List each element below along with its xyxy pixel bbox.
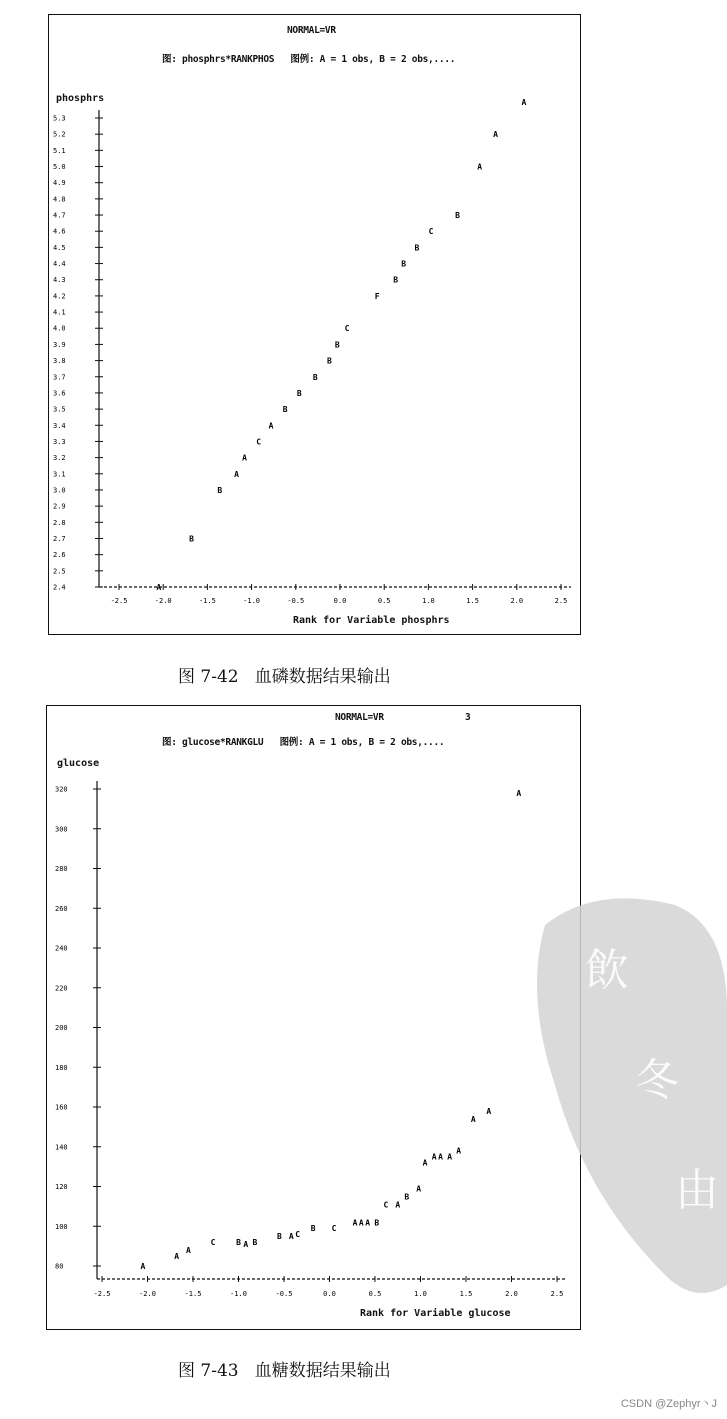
source-credit: CSDN @Zephyr丶J <box>620 1398 717 1410</box>
data-point: B <box>217 485 223 495</box>
y-tick-label: 4.1 <box>53 308 66 317</box>
data-point: A <box>438 1152 443 1162</box>
data-point: A <box>242 453 247 463</box>
y-tick-label: 3.4 <box>53 421 66 430</box>
figure-caption: 图 7-43 血糖数据结果输出 <box>178 1361 391 1381</box>
data-point: C <box>210 1238 216 1248</box>
x-tick-label: 0.0 <box>323 1290 336 1298</box>
x-tick-label: -1.5 <box>184 1290 202 1298</box>
y-tick-label: 180 <box>55 1063 68 1072</box>
y-tick-label: 4.9 <box>53 179 66 188</box>
y-tick-label: 2.9 <box>53 502 66 511</box>
data-point: B <box>252 1238 258 1248</box>
data-point: A <box>140 1262 146 1271</box>
y-tick-label: 3.1 <box>53 470 66 479</box>
data-point: A <box>352 1218 358 1228</box>
svg-text:由: 由 <box>675 1165 719 1216</box>
y-tick-label: 5.1 <box>53 146 66 155</box>
data-point: A <box>477 162 483 172</box>
y-tick-label: 120 <box>55 1183 68 1191</box>
data-point: C <box>428 227 434 237</box>
y-tick-label: 3.0 <box>53 486 66 495</box>
y-tick-label: 140 <box>55 1143 68 1152</box>
y-tick-label: 200 <box>55 1024 68 1032</box>
data-point: B <box>334 340 340 350</box>
y-tick-label: 3.9 <box>53 340 66 349</box>
y-tick-label: 220 <box>55 984 68 993</box>
y-tick-label: 160 <box>55 1103 68 1112</box>
data-point: B <box>310 1224 316 1234</box>
x-tick-label: -1.5 <box>198 597 216 605</box>
data-point: C <box>256 437 262 447</box>
data-point: A <box>431 1152 437 1162</box>
watermark-stamp <box>525 885 727 1305</box>
data-point: A <box>358 1218 364 1228</box>
data-point: C <box>295 1230 301 1240</box>
phosphrs-plot <box>49 15 580 634</box>
data-point: A <box>365 1218 371 1228</box>
svg-text:冬: 冬 <box>635 1055 679 1106</box>
x-tick-label: 0.5 <box>368 1290 382 1298</box>
data-point: B <box>401 259 407 269</box>
y-tick-label: 2.4 <box>53 583 66 592</box>
data-point: B <box>296 388 302 398</box>
glucose-chart <box>46 705 581 1330</box>
data-point: A <box>486 1106 492 1116</box>
x-tick-label: 1.0 <box>422 597 435 605</box>
y-tick-label: 5.2 <box>53 130 66 139</box>
x-axis-label: Rank for Variable glucose <box>360 1308 511 1319</box>
data-point: B <box>393 275 399 285</box>
y-tick-label: 100 <box>55 1222 68 1231</box>
data-point: B <box>404 1192 410 1202</box>
y-tick-label: 3.8 <box>53 357 66 366</box>
x-tick-label: 1.0 <box>414 1290 427 1298</box>
x-axis-label: Rank for Variable phosphrs <box>293 615 450 626</box>
x-tick-label: 1.5 <box>466 597 479 605</box>
chart-subtitle: 图: glucose*RANKGLU 图例: A = 1 obs, B = 2 obs,.... <box>162 737 445 748</box>
x-tick-label: -0.5 <box>275 1290 293 1298</box>
data-point: B <box>455 211 460 221</box>
svg-text:飲: 飲 <box>585 945 629 996</box>
data-point: B <box>189 534 194 544</box>
y-tick-label: 80 <box>55 1262 64 1271</box>
y-tick-label: 320 <box>55 785 68 794</box>
data-point: A <box>395 1200 401 1210</box>
data-point: B <box>374 1218 380 1228</box>
data-point: B <box>277 1232 282 1242</box>
data-point: B <box>326 356 332 366</box>
y-tick-label: 4.2 <box>53 292 66 301</box>
glucose-plot <box>47 706 580 1329</box>
x-tick-label: 2.5 <box>550 1290 564 1298</box>
data-point: B <box>414 243 420 253</box>
data-point: A <box>447 1152 453 1162</box>
x-tick-label: -1.0 <box>230 1290 247 1298</box>
data-point: A <box>186 1246 191 1256</box>
x-tick-label: 2.0 <box>510 597 524 605</box>
data-point: C <box>344 324 350 334</box>
data-point: A <box>416 1184 422 1194</box>
x-tick-label: -2.0 <box>154 597 172 605</box>
data-point: A <box>422 1158 428 1168</box>
y-tick-label: 3.2 <box>53 454 66 463</box>
x-tick-label: 2.0 <box>505 1290 518 1298</box>
y-tick-label: 5.3 <box>53 114 66 123</box>
chart-subtitle: 图: phosphrs*RANKPHOS 图例: A = 1 obs, B = 2 obs,.... <box>162 54 456 65</box>
x-tick-label: 0.0 <box>333 597 347 605</box>
y-tick-label: 3.5 <box>53 405 66 414</box>
data-point: A <box>493 130 498 140</box>
x-tick-label: -0.5 <box>287 597 305 605</box>
figure-caption: 图 7-42 血磷数据结果输出 <box>178 667 391 687</box>
y-tick-label: 4.6 <box>53 227 66 236</box>
data-point: A <box>456 1146 462 1156</box>
chart-title: NORMAL=VR <box>335 712 384 723</box>
phosphrs-chart <box>48 14 581 635</box>
y-tick-label: 4.0 <box>53 324 66 333</box>
y-tick-label: 4.3 <box>53 276 66 285</box>
y-tick-label: 4.7 <box>53 211 66 220</box>
y-tick-label: 4.8 <box>53 195 66 204</box>
x-tick-label: 0.5 <box>377 597 391 605</box>
y-axis-label: phosphrs <box>56 93 105 104</box>
data-point: B <box>236 1238 241 1248</box>
y-tick-label: 4.5 <box>53 243 66 252</box>
y-axis-label: glucose <box>57 758 100 769</box>
y-tick-label: 2.5 <box>53 567 66 576</box>
y-tick-label: 2.7 <box>53 534 66 543</box>
y-tick-label: 3.6 <box>53 389 66 398</box>
y-tick-label: 3.7 <box>53 373 66 382</box>
data-point: A <box>268 421 274 431</box>
data-point: C <box>383 1200 389 1210</box>
data-point: C <box>331 1224 337 1234</box>
x-tick-label: -2.0 <box>139 1290 156 1298</box>
y-tick-label: 260 <box>55 904 68 913</box>
x-tick-label: 1.5 <box>459 1290 473 1298</box>
chart-title: NORMAL=VR <box>287 25 336 36</box>
y-tick-label: 240 <box>55 944 68 953</box>
x-tick-label: 2.5 <box>554 597 568 605</box>
y-tick-label: 2.6 <box>53 551 66 560</box>
x-tick-label: -1.0 <box>243 597 261 605</box>
data-point: A <box>156 583 162 592</box>
x-tick-label: -2.5 <box>93 1290 111 1298</box>
data-point: A <box>516 788 522 798</box>
data-point: F <box>374 291 380 301</box>
chart-title-suffix: 3 <box>465 712 471 723</box>
data-point: B <box>312 372 318 382</box>
data-point: A <box>243 1240 249 1250</box>
y-tick-label: 2.8 <box>53 518 66 527</box>
y-tick-label: 5.0 <box>53 163 66 172</box>
data-point: A <box>174 1252 180 1262</box>
y-tick-label: 300 <box>55 825 68 834</box>
data-point: A <box>234 469 239 479</box>
y-tick-label: 4.4 <box>53 260 66 269</box>
y-tick-label: 3.3 <box>53 437 66 446</box>
x-tick-label: -2.5 <box>110 597 128 605</box>
y-tick-label: 280 <box>55 865 68 873</box>
data-point: B <box>282 405 288 415</box>
data-point: A <box>470 1114 476 1124</box>
data-point: A <box>521 97 527 107</box>
data-point: A <box>288 1232 294 1242</box>
